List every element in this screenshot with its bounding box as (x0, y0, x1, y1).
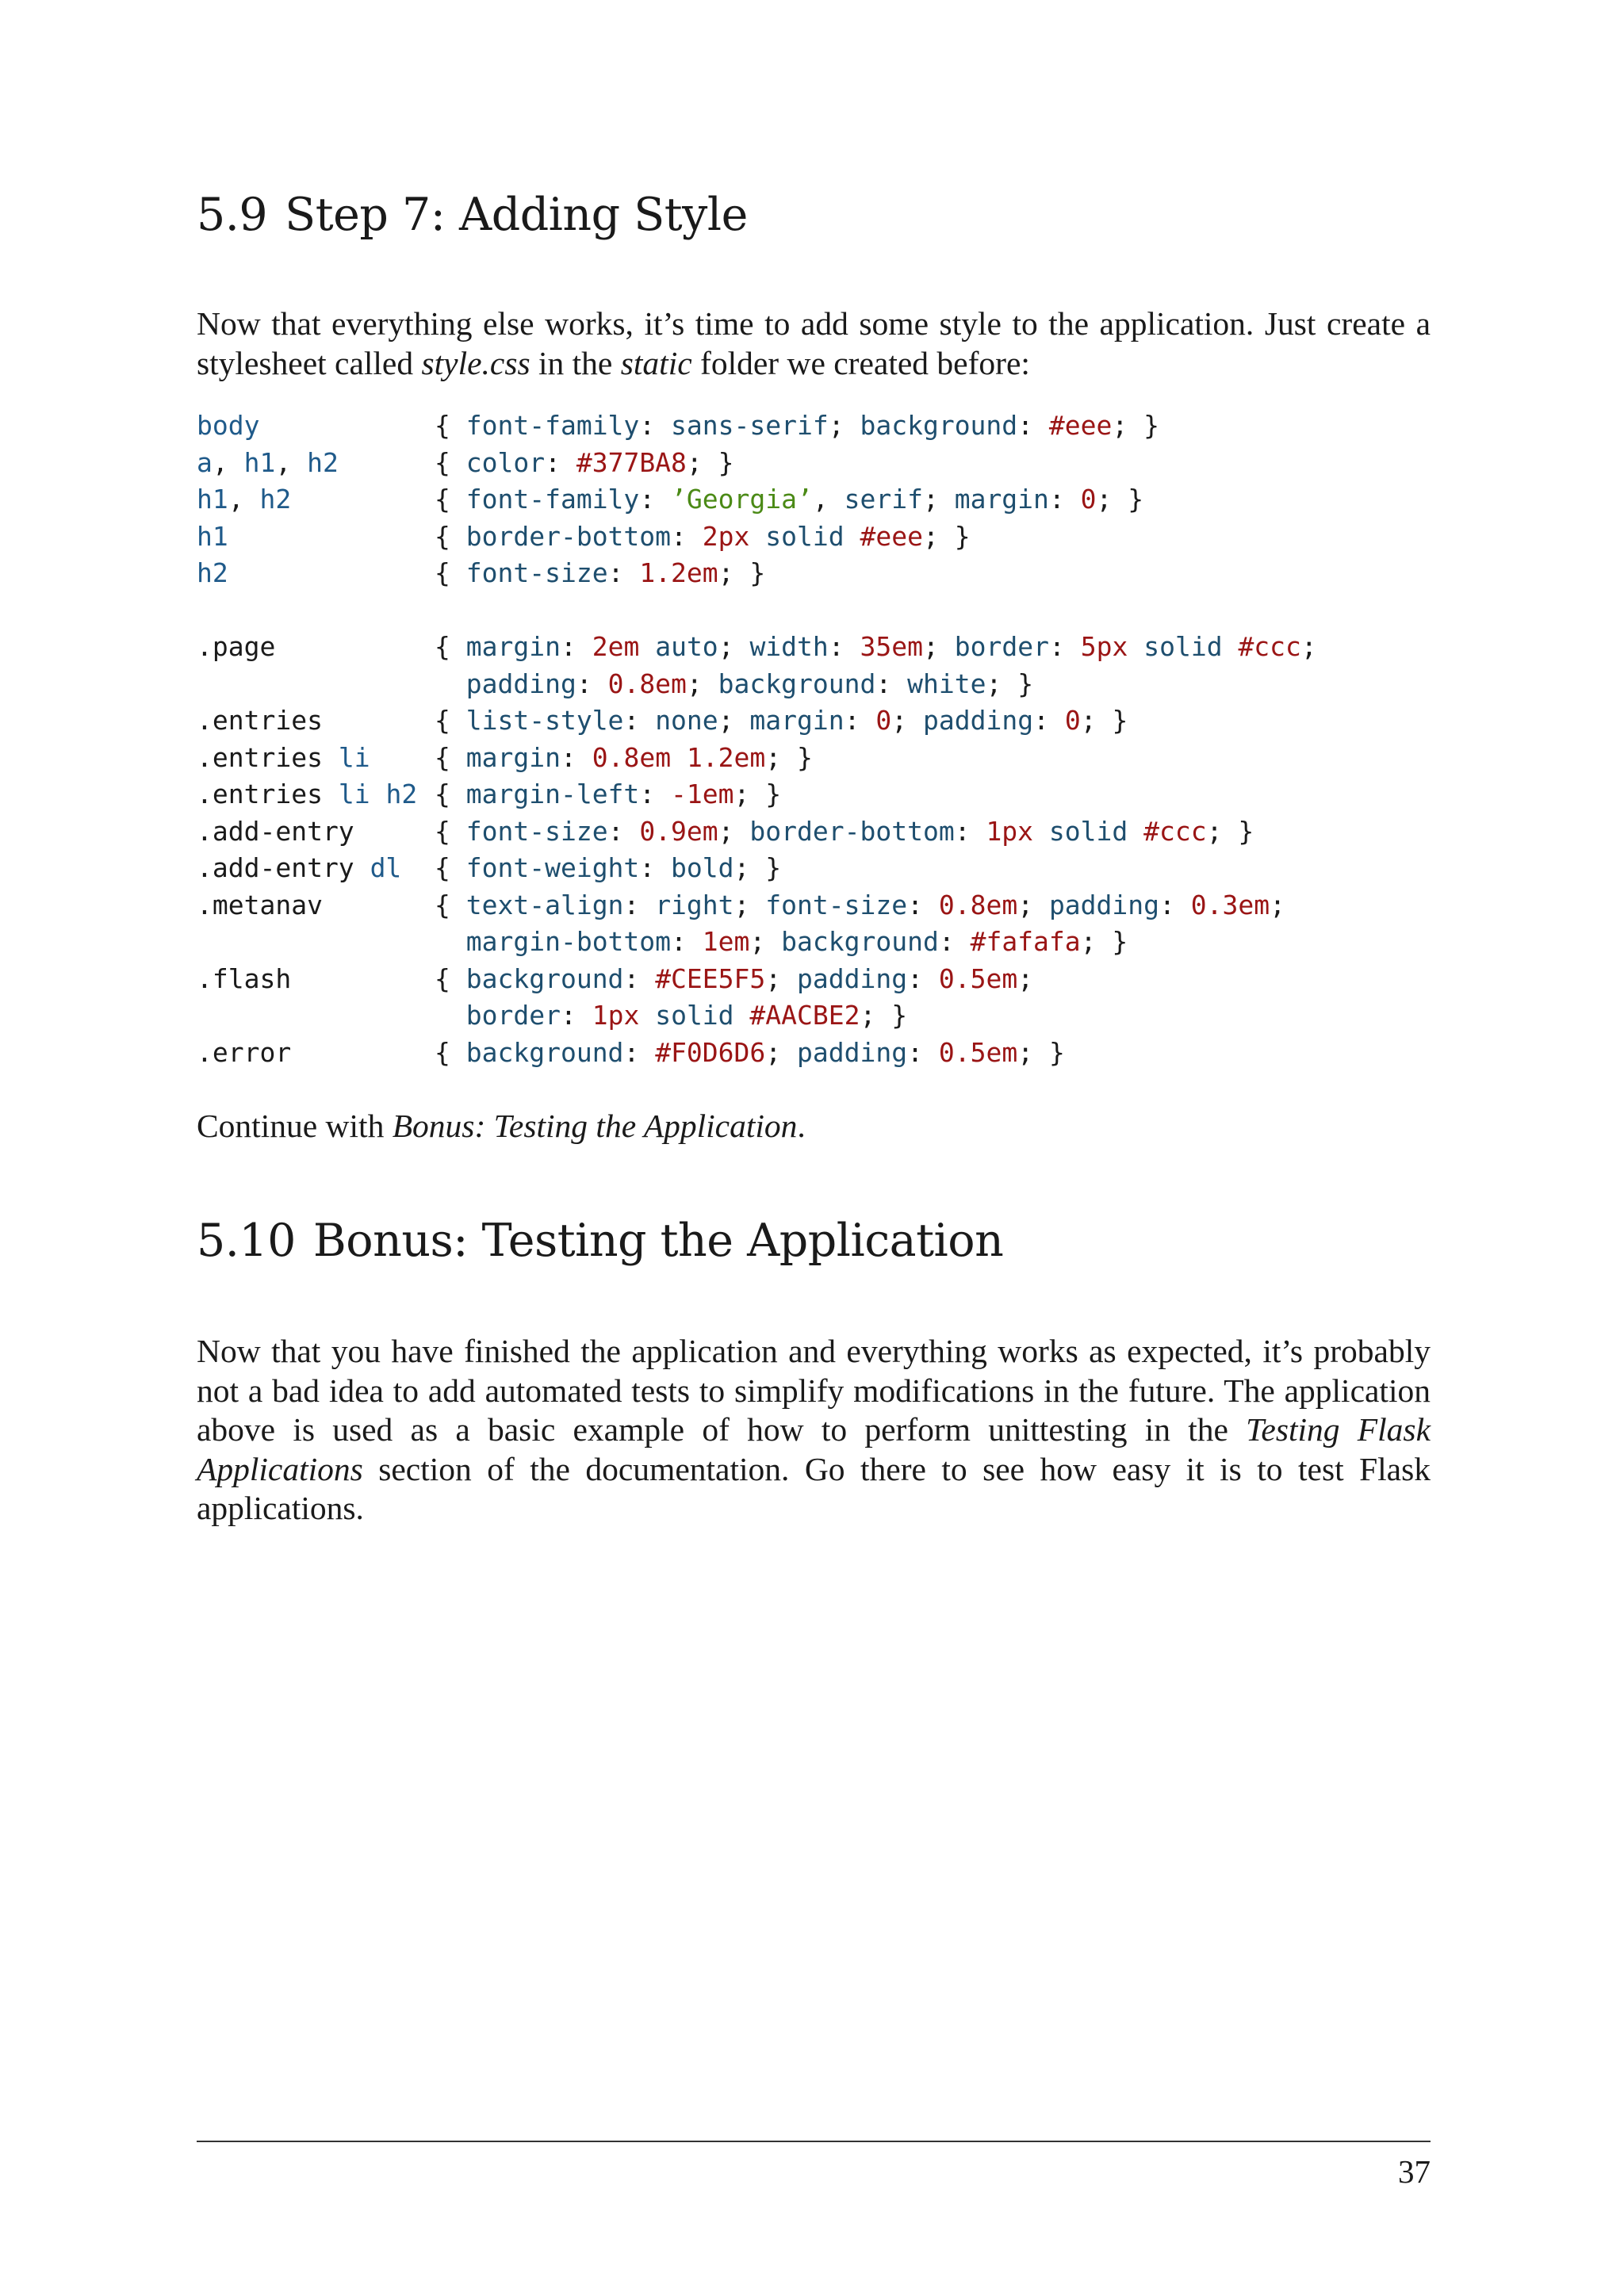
css-selector: .entries (197, 705, 323, 736)
code-line (197, 740, 1317, 777)
continue-line (197, 1107, 1431, 1146)
css-declarations: { text-align: right; font-size: 0.8em; padding: 0.3em; (435, 889, 1285, 920)
section-title: Step 7: Adding Style (285, 189, 748, 241)
css-declarations: { margin: 0.8em 1.2em; } (435, 741, 813, 773)
code-line (197, 776, 1317, 813)
css-declarations: { font-family: ’Georgia’, serif; margin: 0; } (435, 484, 1144, 515)
css-code-block (197, 408, 1317, 1071)
footer-rule (197, 2141, 1431, 2142)
testing-paragraph (197, 1332, 1431, 1529)
code-line (197, 629, 1317, 666)
css-selector: .error (197, 1036, 292, 1068)
paragraph-text: Continue with (197, 1108, 393, 1144)
paragraph-text: Now that you have finished the application and everything works as expected, it’s probably not a bad idea to add automated tests to simplify modifications in the future. The application above is used as a basic example of how to perform unittesting in the (197, 1333, 1431, 1448)
section-heading-5-9 (197, 189, 748, 241)
code-line (197, 592, 1317, 629)
paragraph-text: . (797, 1108, 806, 1144)
intro-paragraph (197, 304, 1431, 383)
section-title: Bonus: Testing the Application (312, 1215, 1004, 1267)
css-declarations: margin-bottom: 1em; background: #fafafa; } (465, 926, 1128, 957)
section-number: 5.9 (197, 189, 268, 241)
css-declarations: { background: #F0D6D6; padding: 0.5em; } (435, 1036, 1065, 1068)
paragraph-text: in the (530, 344, 621, 381)
css-declarations: padding: 0.8em; background: white; } (465, 668, 1034, 699)
emphasized-text: style.css (421, 344, 530, 381)
css-selector: .metanav (197, 889, 323, 920)
css-declarations: { border-bottom: 2px solid #eee; } (435, 520, 971, 552)
css-declarations: { background: #CEE5F5; padding: 0.5em; (435, 962, 1034, 994)
code-line (197, 924, 1317, 961)
css-declarations: { font-size: 1.2em; } (435, 557, 766, 588)
css-selector: .add-entry dl (197, 852, 402, 883)
section-heading-5-10 (197, 1215, 1003, 1267)
css-selector: h2 (197, 557, 228, 588)
code-line (197, 445, 1317, 482)
paragraph-text: folder we created before: (691, 344, 1030, 381)
css-selector: .entries li h2 (197, 779, 418, 809)
paragraph-text: section of the documentation. Go there to see how easy it is to test Flask applications. (197, 1450, 1431, 1526)
section-number: 5.10 (197, 1215, 296, 1267)
css-declarations: { font-size: 0.9em; border-bottom: 1px solid #ccc; } (435, 815, 1254, 847)
css-declarations: border: 1px solid #AACBE2; } (465, 1000, 908, 1031)
css-selector: .add-entry (197, 815, 354, 847)
css-declarations: { margin-left: -1em; } (435, 779, 782, 809)
page-number: 37 (1398, 2153, 1431, 2190)
code-line (197, 408, 1317, 445)
emphasized-text: Bonus: Testing the Application (392, 1108, 798, 1144)
css-selector: a, h1, h2 (197, 446, 339, 478)
code-line (197, 813, 1317, 851)
css-selector: h1 (197, 520, 228, 552)
code-line (197, 887, 1317, 924)
css-declarations: { font-weight: bold; } (435, 852, 782, 883)
code-line (197, 961, 1317, 998)
code-line (197, 702, 1317, 740)
css-selector: h1, h2 (197, 484, 292, 515)
emphasized-text: static (620, 344, 692, 381)
css-declarations: { color: #377BA8; } (435, 446, 734, 478)
code-line (197, 555, 1317, 592)
css-declarations: { margin: 2em auto; width: 35em; border: 5px solid #ccc; (435, 631, 1317, 662)
css-selector: .page (197, 631, 276, 662)
code-line (197, 1035, 1317, 1072)
paragraph-text: Now that everything else works, it’s time to add some style to the application. Just create a stylesheet called (197, 305, 1431, 381)
css-selector: body (197, 410, 260, 441)
code-line (197, 481, 1317, 519)
css-selector: .entries li (197, 741, 370, 773)
css-declarations: { font-family: sans-serif; background: #eee; } (435, 410, 1160, 441)
code-line (197, 997, 1317, 1035)
code-line (197, 666, 1317, 703)
emphasized-text: Testing Flask Applications (197, 1411, 1431, 1487)
css-declarations: { list-style: none; margin: 0; padding: 0; } (435, 705, 1128, 736)
code-line (197, 519, 1317, 556)
code-line (197, 850, 1317, 887)
css-selector: .flash (197, 962, 292, 994)
